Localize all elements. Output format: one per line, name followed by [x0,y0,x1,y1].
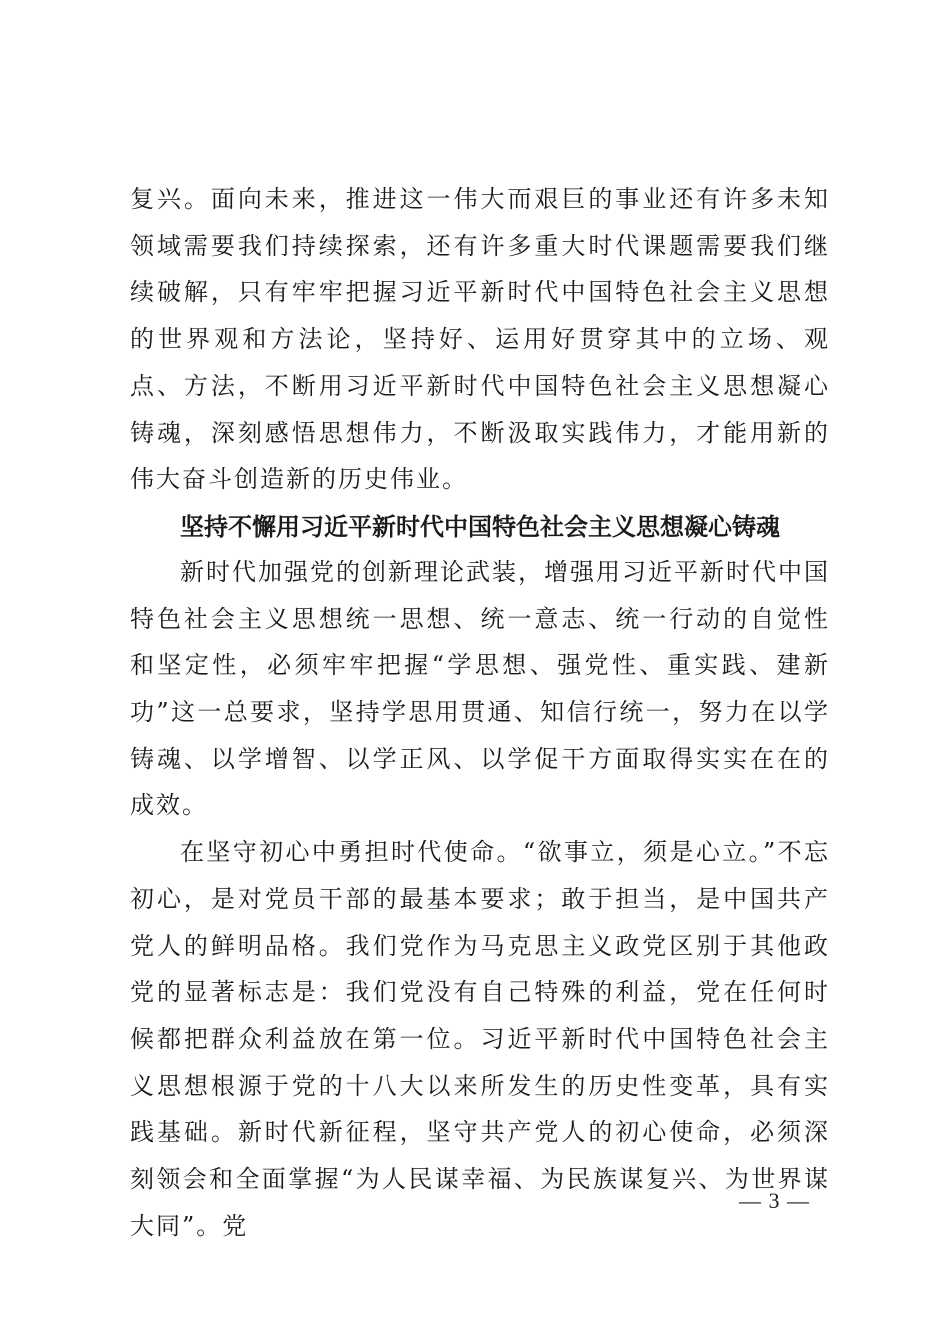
page-number: — 3 — [739,1188,810,1213]
paragraph-original-aspiration: 在坚守初心中勇担时代使命。“欲事立，须是心立。”不忘初心，是对党员干部的最基本要求；敢于担当，是中国共产党人的鲜明品格。我们党作为马克思主义政党区别于其他政党的显著标志是：我们党没有自己特殊的利益，党在任何时候都把群众利益放在第一位。习近平新时代中国特色社会主义思想根源于党的十八大以来所发生的历史性变革，具有实践基础。新时代新征程，坚守共产党人的初心使命，必须深刻领会和全面掌握“为人民谋幸福、为民族谋复兴、为世界谋大同”。党 [130,838,830,1240]
paragraph-theory-armament: 新时代加强党的创新理论武装，增强用习近平新时代中国特色社会主义思想统一思想、统一意志、统一行动的自觉性和坚定性，必须牢牢把握“学思想、强党性、重实践、建新功”这一总要求，坚持学思用贯通、知信行统一，努力在以学铸魂、以学增智、以学正风、以学促干方面取得实实在在的成效。 [130,557,830,820]
section-heading: 坚持不懈用习近平新时代中国特色社会主义思想凝心铸魂 [180,512,780,541]
paragraph-continuation: 复兴。面向未来，推进这一伟大而艰巨的事业还有许多未知领域需要我们持续探索，还有许多重大时代课题需要我们继续破解，只有牢牢把握习近平新时代中国特色社会主义思想的世界观和方法论，坚持好、运用好贯穿其中的立场、观点、方法，不断用习近平新时代中国特色社会主义思想凝心铸魂，深刻感悟思想伟力，不断汲取实践伟力，才能用新的伟大奋斗创造新的历史伟业。 [130,185,830,494]
document-body [130,176,830,1249]
